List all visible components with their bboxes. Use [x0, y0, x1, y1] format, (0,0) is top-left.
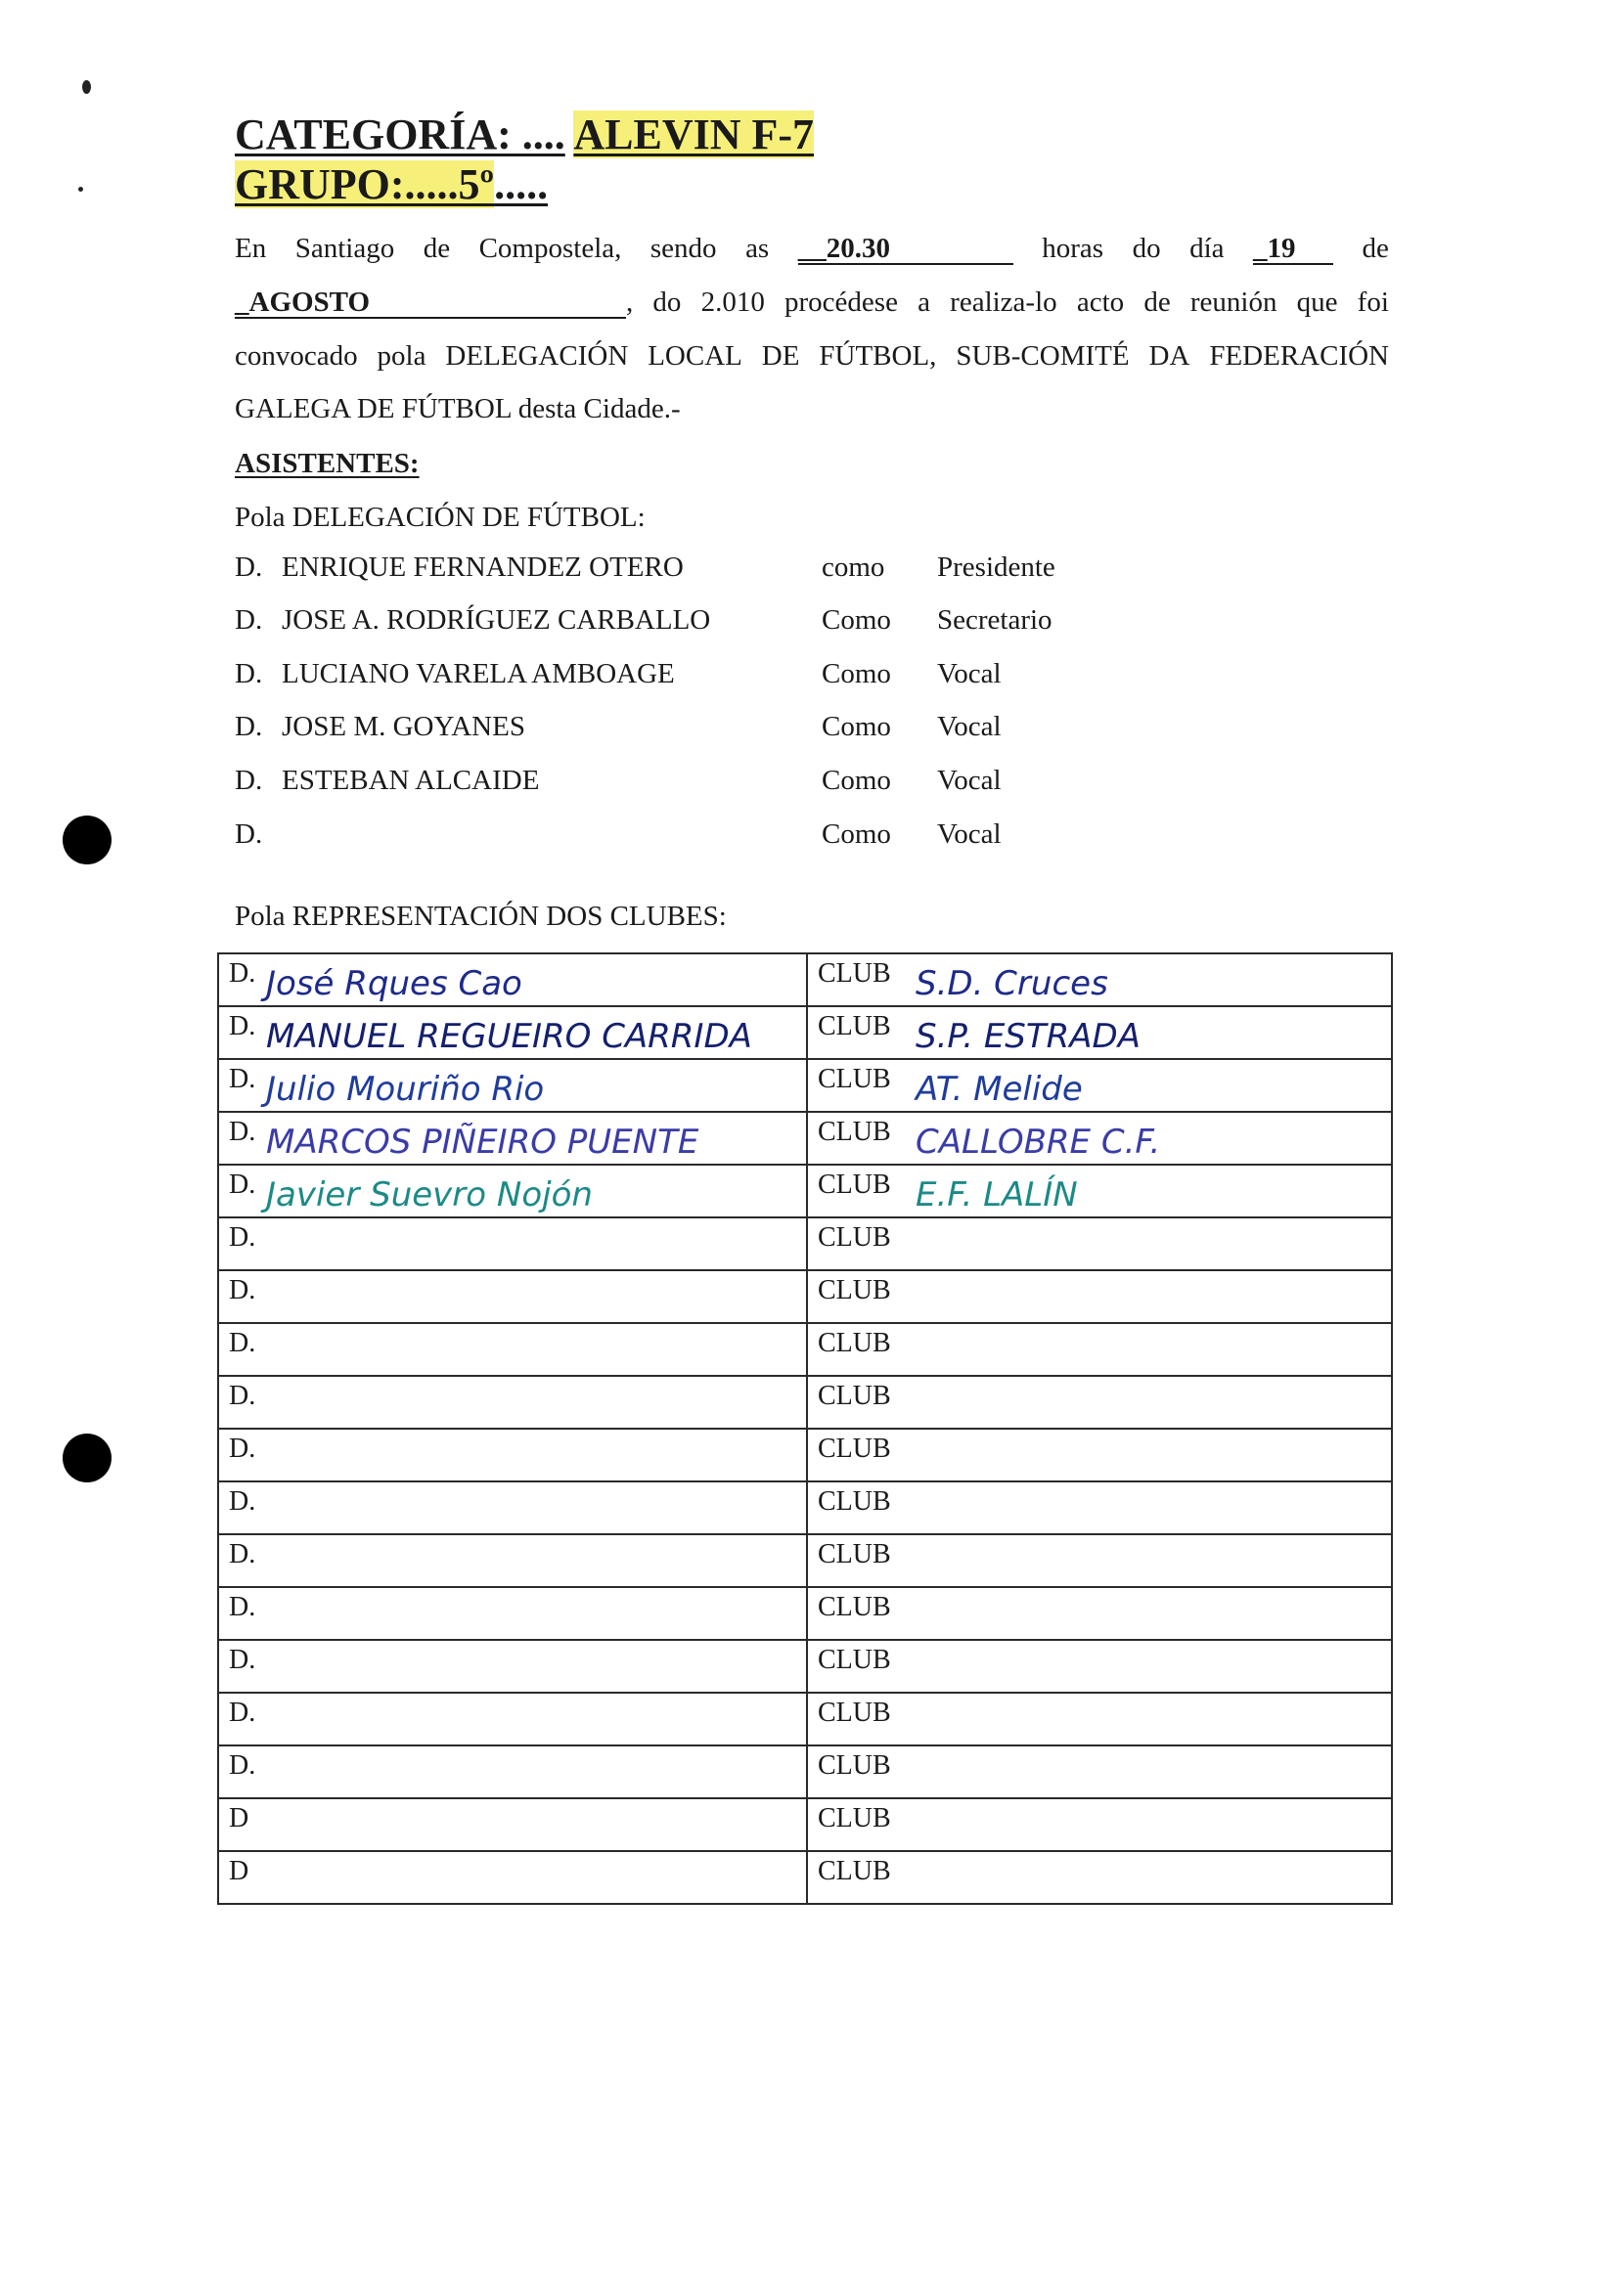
- club-label: CLUB: [818, 1856, 891, 1886]
- handwritten-delegate-name: Julio Mouriño Rio: [266, 1070, 545, 1109]
- club-label: CLUB: [818, 1434, 891, 1464]
- club-row: [218, 1270, 1392, 1323]
- intro-word: FÚTBOL,: [819, 340, 937, 372]
- club-cell[interactable]: [807, 1851, 1392, 1904]
- handwritten-delegate-name: Javier Suevro Nojón: [266, 1175, 593, 1214]
- intro-word: convocado: [235, 340, 358, 372]
- intro-line-3: [235, 342, 1389, 371]
- intro-word: DE: [761, 340, 800, 372]
- month-field: _AGOSTO: [235, 288, 626, 319]
- member-role: Vocal: [937, 765, 1002, 796]
- club-row: [218, 1534, 1392, 1587]
- delegate-cell[interactable]: [218, 1165, 807, 1217]
- speck-mark: [78, 187, 83, 192]
- intro-word: acto: [1076, 287, 1125, 318]
- club-cell[interactable]: [807, 1429, 1392, 1481]
- club-cell[interactable]: [807, 1798, 1392, 1851]
- delegate-cell[interactable]: [218, 1270, 807, 1323]
- handwritten-club-name: AT. Melide: [916, 1070, 1083, 1109]
- intro-word: DA: [1148, 340, 1190, 372]
- club-row: [218, 1323, 1392, 1376]
- club-cell[interactable]: [807, 1481, 1392, 1534]
- delegate-cell[interactable]: [218, 953, 807, 1006]
- delegate-prefix: D.: [229, 1486, 256, 1517]
- delegate-prefix: D: [229, 1856, 249, 1886]
- intro-word: procédese: [784, 287, 898, 318]
- time-field: __20.30: [798, 235, 1013, 265]
- delegate-prefix: D.: [229, 1750, 256, 1781]
- club-row: [218, 1851, 1392, 1904]
- grupo-dots: .....: [494, 160, 549, 208]
- intro-word: a: [918, 287, 930, 318]
- member-role: Secretario: [937, 604, 1052, 636]
- delegate-cell[interactable]: [218, 1534, 807, 1587]
- club-label: CLUB: [818, 1803, 891, 1833]
- intro-word: SUB-COMITÉ: [956, 340, 1130, 372]
- delegate-cell[interactable]: [218, 1798, 807, 1851]
- club-label: CLUB: [818, 1486, 891, 1517]
- member-row: [235, 660, 1115, 691]
- member-name: ESTEBAN ALCAIDE: [282, 765, 540, 796]
- club-cell[interactable]: [807, 1112, 1392, 1165]
- club-label: CLUB: [818, 1011, 891, 1041]
- delegate-prefix: D.: [229, 1222, 256, 1253]
- delegate-cell[interactable]: [218, 1376, 807, 1429]
- member-role: Vocal: [937, 658, 1002, 689]
- delegate-cell[interactable]: [218, 1481, 807, 1534]
- handwritten-club-name: CALLOBRE C.F.: [916, 1123, 1161, 1162]
- club-cell[interactable]: [807, 1217, 1392, 1270]
- club-label: CLUB: [818, 1328, 891, 1358]
- handwritten-delegate-name: José Rques Cao: [266, 964, 522, 1003]
- handwritten-delegate-name: MANUEL REGUEIRO CARRIDA: [266, 1017, 752, 1056]
- intro-word: día: [1189, 233, 1225, 264]
- intro-word: pola: [377, 340, 426, 372]
- intro-word: sendo: [649, 233, 717, 264]
- member-row: [235, 767, 1115, 798]
- club-cell[interactable]: [807, 1006, 1392, 1059]
- intro-line-2: _AGOSTO , do 2.010 procédese a realiza-lo acto de reunión que foi: [235, 287, 1389, 318]
- delegate-prefix: D.: [229, 1328, 256, 1358]
- handwritten-club-name: E.F. LALÍN: [916, 1175, 1078, 1214]
- club-row: [218, 1745, 1392, 1798]
- club-label: CLUB: [818, 1645, 891, 1675]
- intro-line-4: GALEGA DE FÚTBOL desta Cidade.-: [235, 393, 681, 424]
- member-row: [235, 820, 1115, 852]
- club-cell[interactable]: [807, 1165, 1392, 1217]
- delegate-prefix: D.: [229, 1064, 256, 1094]
- club-label: CLUB: [818, 1275, 891, 1305]
- grupo-heading: [235, 160, 549, 208]
- delegate-prefix: D: [229, 1803, 249, 1833]
- delegate-prefix: D.: [229, 1275, 256, 1305]
- member-como: Como: [822, 604, 891, 636]
- club-row: [218, 1798, 1392, 1851]
- club-row: [218, 1376, 1392, 1429]
- club-label: CLUB: [818, 1539, 891, 1569]
- club-cell[interactable]: [807, 1587, 1392, 1640]
- punch-hole-bottom: [63, 1434, 112, 1482]
- intro-word: FEDERACIÓN: [1209, 340, 1389, 372]
- member-prefix: D.: [235, 711, 263, 742]
- delegate-cell[interactable]: [218, 1745, 807, 1798]
- member-como: Como: [822, 818, 891, 850]
- club-row: [218, 1429, 1392, 1481]
- intro-word: realiza-lo: [950, 287, 1057, 318]
- club-cell[interactable]: [807, 1640, 1392, 1693]
- member-role: Presidente: [937, 552, 1055, 583]
- club-cell[interactable]: [807, 1693, 1392, 1745]
- intro-word: foi: [1357, 287, 1389, 318]
- intro-word: que: [1296, 287, 1338, 318]
- member-prefix: D.: [235, 552, 263, 583]
- club-label: CLUB: [818, 1064, 891, 1094]
- delegate-cell[interactable]: [218, 1112, 807, 1165]
- club-row: [218, 1165, 1392, 1217]
- intro-word: do: [652, 287, 682, 318]
- club-label: CLUB: [818, 1592, 891, 1622]
- member-row: [235, 606, 1115, 638]
- member-name: JOSE M. GOYANES: [282, 711, 525, 742]
- delegate-prefix: D.: [229, 1592, 256, 1622]
- delegate-prefix: D.: [229, 1117, 256, 1147]
- intro-word: 2.010: [700, 287, 765, 318]
- club-row: [218, 1006, 1392, 1059]
- delegate-prefix: D.: [229, 958, 256, 989]
- delegate-cell[interactable]: [218, 1587, 807, 1640]
- member-name: JOSE A. RODRÍGUEZ CARBALLO: [282, 604, 711, 636]
- delegacion-label: Pola DELEGACIÓN DE FÚTBOL:: [235, 502, 646, 533]
- clubes-label: Pola REPRESENTACIÓN DOS CLUBES:: [235, 901, 727, 932]
- categoria-value: ALEVIN F-7: [573, 110, 815, 158]
- intro-word: En: [235, 233, 267, 264]
- club-label: CLUB: [818, 1381, 891, 1411]
- intro-word: de: [1362, 233, 1389, 264]
- member-role: Vocal: [937, 711, 1002, 742]
- club-row: [218, 1481, 1392, 1534]
- intro-word: DELEGACIÓN: [445, 340, 629, 372]
- member-como: Como: [822, 765, 891, 796]
- day-field: _19: [1253, 235, 1333, 265]
- intro-word: Compostela,: [478, 233, 622, 264]
- delegate-prefix: D.: [229, 1170, 256, 1200]
- delegate-cell[interactable]: [218, 1059, 807, 1112]
- club-cell[interactable]: [807, 1323, 1392, 1376]
- club-row: [218, 1217, 1392, 1270]
- club-row: [218, 1693, 1392, 1745]
- delegate-prefix: D.: [229, 1434, 256, 1464]
- delegate-cell[interactable]: [218, 1006, 807, 1059]
- member-prefix: D.: [235, 604, 263, 636]
- categoria-heading: [235, 110, 815, 158]
- punch-hole-top: [63, 816, 112, 864]
- grupo-value: GRUPO:.....5º: [235, 160, 495, 208]
- club-label: CLUB: [818, 1170, 891, 1200]
- delegate-cell[interactable]: [218, 1323, 807, 1376]
- delegate-prefix: D.: [229, 1698, 256, 1728]
- club-row: [218, 953, 1392, 1006]
- intro-word: de: [423, 233, 451, 264]
- member-como: Como: [822, 711, 891, 742]
- club-row: [218, 1640, 1392, 1693]
- handwritten-club-name: S.D. Cruces: [916, 964, 1108, 1003]
- intro-word: Santiago: [294, 233, 395, 264]
- member-prefix: D.: [235, 765, 263, 796]
- club-cell[interactable]: [807, 1059, 1392, 1112]
- club-label: CLUB: [818, 1750, 891, 1781]
- delegate-prefix: D.: [229, 1645, 256, 1675]
- delegate-prefix: D.: [229, 1381, 256, 1411]
- member-como: Como: [822, 658, 891, 689]
- intro-word: LOCAL: [648, 340, 742, 372]
- club-label: CLUB: [818, 958, 891, 989]
- intro-word: horas: [1042, 233, 1104, 264]
- delegate-prefix: D.: [229, 1539, 256, 1569]
- intro-word: do: [1132, 233, 1161, 264]
- delegate-cell[interactable]: [218, 1429, 807, 1481]
- delegate-prefix: D.: [229, 1011, 256, 1041]
- delegate-cell[interactable]: [218, 1640, 807, 1693]
- member-prefix: D.: [235, 818, 263, 850]
- member-row: [235, 553, 1115, 585]
- club-row: [218, 1059, 1392, 1112]
- asistentes-heading: ASISTENTES:: [235, 448, 420, 479]
- member-role: Vocal: [937, 818, 1002, 850]
- member-prefix: D.: [235, 658, 263, 689]
- club-cell[interactable]: [807, 1745, 1392, 1798]
- member-name: ENRIQUE FERNANDEZ OTERO: [282, 552, 684, 583]
- club-cell[interactable]: [807, 1534, 1392, 1587]
- intro-word: reunión: [1189, 287, 1277, 318]
- club-row: [218, 1112, 1392, 1165]
- club-cell[interactable]: [807, 1376, 1392, 1429]
- intro-line-1: [235, 235, 1389, 265]
- member-name: LUCIANO VARELA AMBOAGE: [282, 658, 675, 689]
- intro-word: as: [745, 233, 770, 264]
- member-row: [235, 713, 1115, 744]
- club-label: CLUB: [818, 1117, 891, 1147]
- club-row: [218, 1587, 1392, 1640]
- delegate-cell[interactable]: [218, 1217, 807, 1270]
- club-cell[interactable]: [807, 953, 1392, 1006]
- delegate-cell[interactable]: [218, 1851, 807, 1904]
- clubs-table: [217, 952, 1393, 1905]
- speck-mark: [82, 80, 91, 94]
- handwritten-delegate-name: MARCOS PIÑEIRO PUENTE: [266, 1123, 699, 1162]
- intro-word: de: [1143, 287, 1171, 318]
- delegate-cell[interactable]: [218, 1693, 807, 1745]
- club-cell[interactable]: [807, 1270, 1392, 1323]
- club-label: CLUB: [818, 1222, 891, 1253]
- handwritten-club-name: S.P. ESTRADA: [916, 1017, 1141, 1056]
- club-label: CLUB: [818, 1698, 891, 1728]
- categoria-label: CATEGORÍA: ....: [235, 110, 565, 158]
- member-como: como: [822, 552, 885, 583]
